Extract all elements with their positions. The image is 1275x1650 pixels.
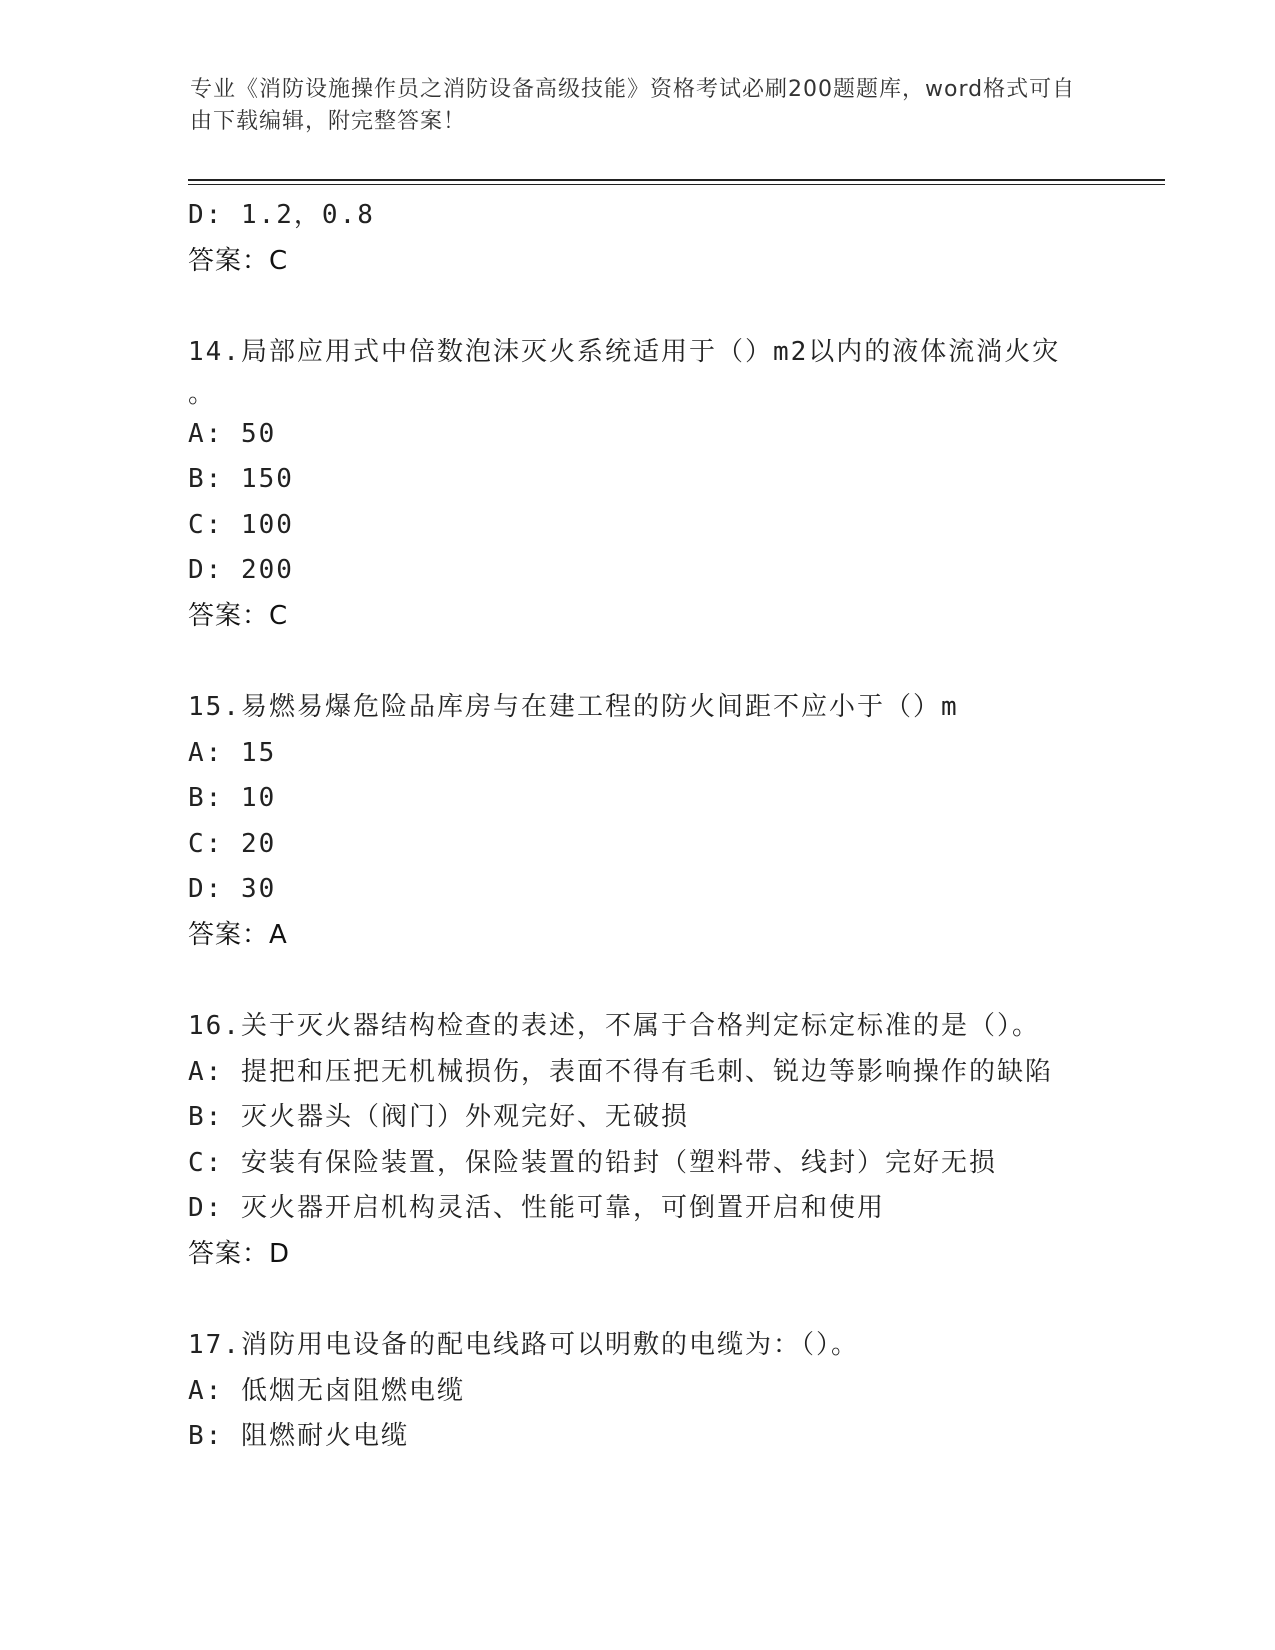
question-stem-continuation: 。 xyxy=(188,378,217,409)
option-c: C: 100 xyxy=(188,509,294,540)
option-d: D: 200 xyxy=(188,555,294,585)
previous-question-tail xyxy=(188,193,1178,284)
answer-line: 答案：D xyxy=(188,1238,291,1269)
option-b: B: 灭火器头（阀门）外观完好、无破损 xyxy=(188,1102,689,1132)
question-list xyxy=(188,193,1178,1460)
option-a: A: 15 xyxy=(188,737,277,768)
option-b: B: 阻燃耐火电缆 xyxy=(188,1421,409,1451)
question-stem: 17.消防用电设备的配电线路可以明敷的电缆为：（）。 xyxy=(188,1330,859,1360)
option-c: C: 20 xyxy=(188,828,277,859)
answer-line: 答案：C xyxy=(188,600,289,631)
option-a: A: 提把和压把无机械损伤，表面不得有毛刺、锐边等影响操作的缺陷 xyxy=(188,1056,1053,1087)
question-17 xyxy=(188,1323,1178,1460)
question-14 xyxy=(188,330,1178,639)
option-d: D: 灭火器开启机构灵活、性能可靠，可倒置开启和使用 xyxy=(188,1193,885,1223)
question-stem: 15.易燃易爆危险品库房与在建工程的防火间距不应小于（）m xyxy=(188,692,959,722)
option-a: A: 低烟无卤阻燃电缆 xyxy=(188,1375,465,1406)
header-rule xyxy=(188,179,1165,181)
option-d: D: 30 xyxy=(188,874,277,904)
answer-line: 答案：C xyxy=(188,245,289,276)
answer-line: 答案：A xyxy=(188,919,288,950)
question-15 xyxy=(188,685,1178,958)
document-header: 专业《消防设施操作员之消防设备高级技能》资格考试必刷200题题库，word格式可自由下载编辑，附完整答案！ xyxy=(190,77,1076,134)
option-a: A: 50 xyxy=(188,418,277,449)
question-stem: 14.局部应用式中倍数泡沫灭火系统适用于（）m2以内的液体流淌火灾 xyxy=(188,337,1061,367)
option-d: D: 1.2，0.8 xyxy=(188,200,375,230)
header-rule-thin xyxy=(188,184,1165,185)
question-16 xyxy=(188,1004,1178,1277)
question-stem: 16.关于灭火器结构检查的表述，不属于合格判定标定标准的是（）。 xyxy=(188,1011,1040,1041)
option-b: B: 10 xyxy=(188,783,277,813)
option-b: B: 150 xyxy=(188,464,294,494)
option-c: C: 安装有保险装置，保险装置的铅封（塑料带、线封）完好无损 xyxy=(188,1147,997,1178)
